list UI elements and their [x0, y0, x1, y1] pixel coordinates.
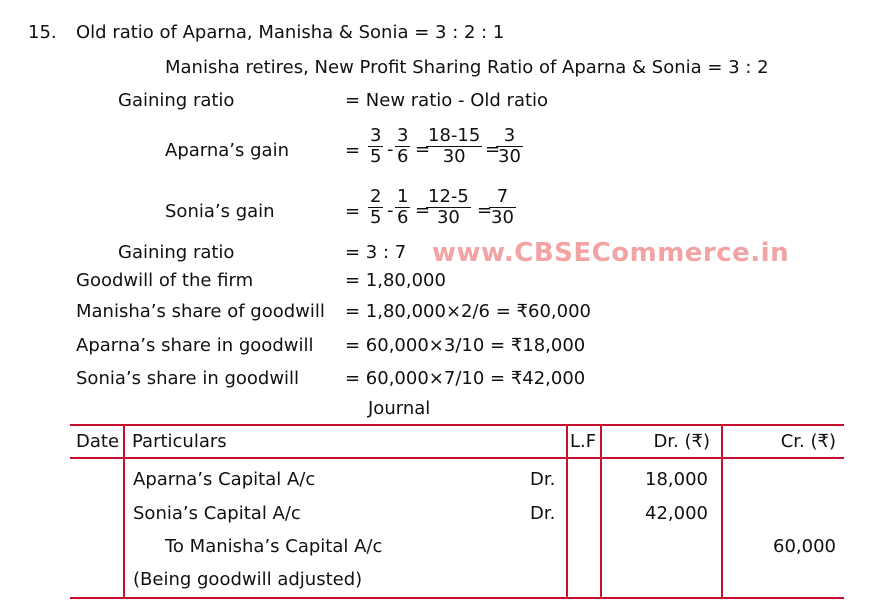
sonia-share-label: Sonia’s share in goodwill — [76, 368, 300, 389]
equals-sign: = — [415, 139, 431, 160]
fraction-numerator: 18-15 — [428, 125, 481, 146]
header-dr: Dr. (₹) — [653, 431, 710, 452]
goodwill-value: = 1,80,000 — [345, 270, 446, 291]
equals-sign: = — [485, 139, 501, 160]
table-col-divider — [721, 424, 723, 599]
minus-sign: - — [387, 200, 394, 221]
equals-sign: = — [345, 140, 361, 161]
table-bottom-border — [70, 597, 844, 599]
minus-sign: - — [387, 139, 394, 160]
aparna-fraction-4 — [496, 126, 523, 167]
table-col-divider — [600, 424, 602, 599]
watermark: www.CBSECommerce.in — [432, 238, 790, 268]
header-particulars: Particulars — [132, 431, 227, 452]
fraction-numerator: 3 — [397, 125, 409, 146]
row-dr-mark: Dr. — [530, 503, 556, 524]
row-particulars: To Manisha’s Capital A/c — [165, 536, 383, 557]
fraction-denominator: 30 — [491, 207, 514, 228]
fraction-denominator: 30 — [498, 146, 521, 167]
manisha-share-value: = 1,80,000×2/6 = ₹60,000 — [345, 301, 591, 322]
retire-line: Manisha retires, New Profit Sharing Ratio of Aparna & Sonia = 3 : 2 — [165, 57, 769, 78]
equals-sign: = — [345, 201, 361, 222]
table-col-divider — [566, 424, 568, 599]
aparna-share-label: Aparna’s share in goodwill — [76, 335, 314, 356]
aparna-gain-label: Aparna’s gain — [165, 140, 289, 161]
fraction-numerator: 12-5 — [428, 186, 469, 207]
row-dr-amount: 42,000 — [645, 503, 708, 524]
gaining-ratio-formula: = New ratio - Old ratio — [345, 90, 549, 111]
sonia-fraction-1 — [368, 187, 383, 228]
table-top-border — [70, 424, 844, 426]
old-ratio-line: Old ratio of Aparna, Manisha & Sonia = 3 : 2 : 1 — [76, 22, 505, 43]
sonia-fraction-3 — [426, 187, 471, 228]
row-dr-mark: Dr. — [530, 469, 556, 490]
fraction-numerator: 3 — [370, 125, 382, 146]
header-lf: L.F — [570, 431, 597, 452]
header-date: Date — [76, 431, 120, 452]
fraction-numerator: 2 — [370, 186, 382, 207]
fraction-numerator: 3 — [496, 126, 523, 147]
manisha-share-label: Manisha’s share of goodwill — [76, 301, 325, 322]
journal-title: Journal — [368, 398, 431, 419]
question-number: 15. — [28, 22, 57, 43]
aparna-fraction-1 — [368, 126, 383, 167]
row-dr-amount: 18,000 — [645, 469, 708, 490]
equals-sign: = — [477, 200, 493, 221]
gaining-ratio-result: = 3 : 7 — [345, 242, 407, 263]
equals-sign: = — [415, 200, 431, 221]
fraction-denominator: 6 — [397, 146, 409, 167]
fraction-denominator: 30 — [442, 146, 466, 167]
gaining-ratio-label: Gaining ratio — [118, 90, 235, 111]
table-header-border — [70, 457, 844, 459]
sonia-share-value: = 60,000×7/10 = ₹42,000 — [345, 368, 586, 389]
fraction-numerator: 1 — [397, 186, 409, 207]
fraction-denominator: 6 — [397, 207, 409, 228]
fraction-denominator: 5 — [370, 146, 382, 167]
aparna-fraction-2 — [395, 126, 410, 167]
fraction-denominator: 5 — [370, 207, 382, 228]
aparna-share-value: = 60,000×3/10 = ₹18,000 — [345, 335, 586, 356]
goodwill-label: Goodwill of the firm — [76, 270, 254, 291]
aparna-fraction-3 — [426, 126, 482, 167]
table-col-divider — [123, 424, 125, 599]
row-particulars: Sonia’s Capital A/c — [133, 503, 301, 524]
row-cr-amount: 60,000 — [773, 536, 836, 557]
gaining-ratio-result-label: Gaining ratio — [118, 242, 235, 263]
row-narration: (Being goodwill adjusted) — [133, 569, 363, 590]
row-particulars: Aparna’s Capital A/c — [133, 469, 316, 490]
sonia-fraction-4 — [489, 187, 516, 228]
fraction-denominator: 30 — [436, 207, 460, 228]
fraction-numerator: 7 — [489, 187, 516, 208]
header-cr: Cr. (₹) — [780, 431, 836, 452]
sonia-fraction-2 — [395, 187, 410, 228]
sonia-gain-label: Sonia’s gain — [165, 201, 275, 222]
